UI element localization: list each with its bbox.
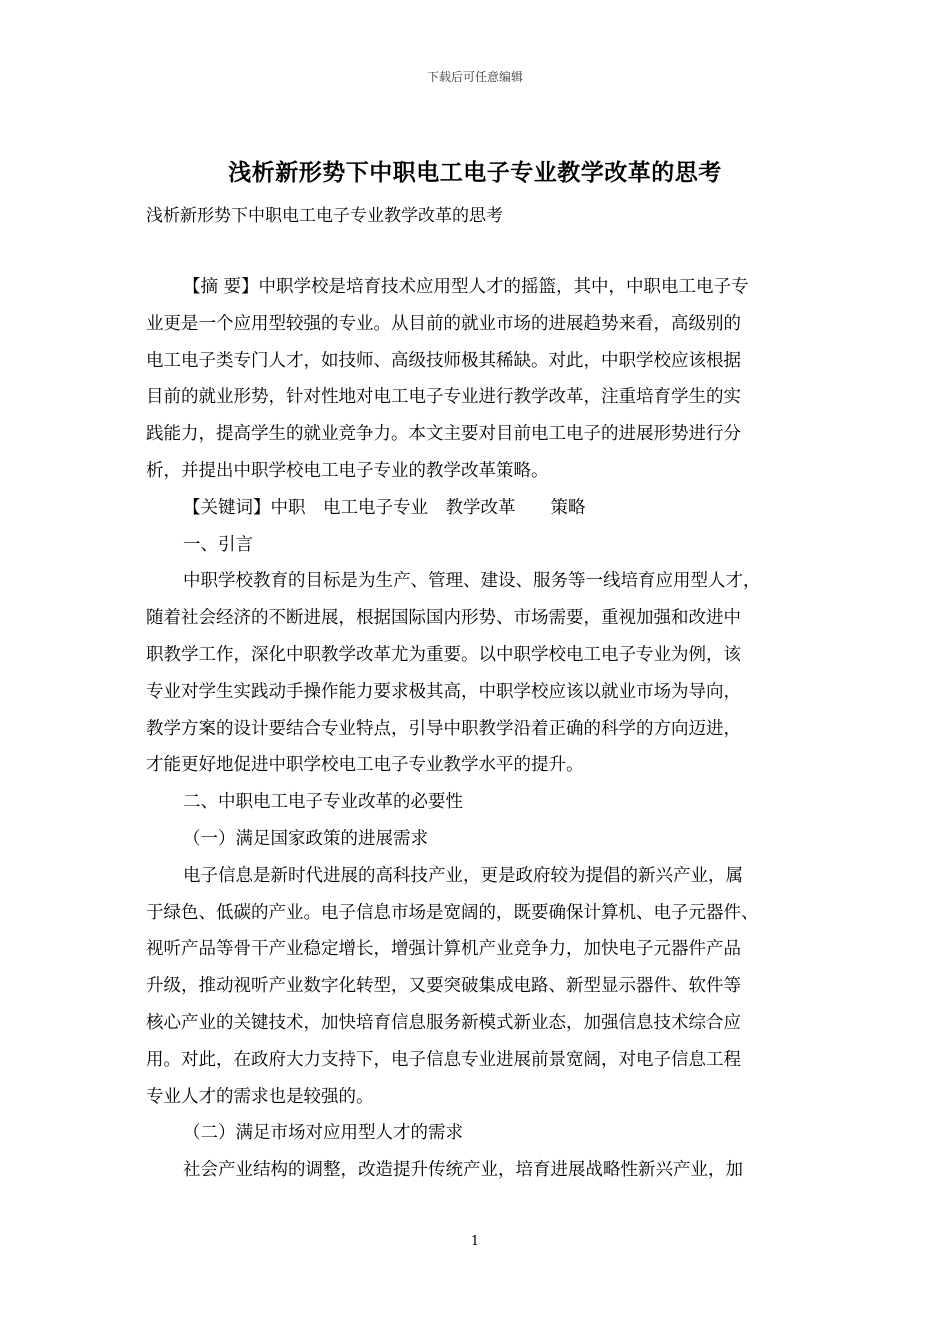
abstract-line: 电工电子类专门人才，如技师、高级技师极其稀缺。对此，中职学校应该根据 <box>146 350 741 371</box>
paragraph-line: 中职学校教育的目标是为生产、管理、建设、服务等一线培育应用型人才， <box>183 571 761 592</box>
subtitle: 浅析新形势下中职电工电子专业教学改革的思考 <box>146 206 503 226</box>
page-number: 1 <box>470 1234 480 1249</box>
paragraph-line: 核心产业的关键技术，加快培育信息服务新模式新业态，加强信息技术综合应 <box>146 1012 741 1033</box>
paragraph-line: 升级，推动视听产业数字化转型，又要突破集成电路、新型显示器件、软件等 <box>146 976 741 997</box>
abstract-line: 目前的就业形势，针对性地对电工电子专业进行教学改革，注重培育学生的实 <box>146 387 741 408</box>
paragraph-line: 视听产品等骨干产业稳定增长，增强计算机产业竞争力，加快电子元器件产品 <box>146 939 741 960</box>
body-text <box>146 269 806 1189</box>
subsection-heading: （二）满足市场对应用型人才的需求 <box>183 1123 463 1144</box>
abstract-line: 践能力，提高学生的就业竞争力。本文主要对目前电工电子的进展形势进行分 <box>146 424 741 445</box>
paragraph-line: 专业人才的需求也是较强的。 <box>146 1086 374 1107</box>
paragraph-line: 于绿色、低碳的产业。电子信息市场是宽阔的，既要确保计算机、电子元器件、 <box>146 902 759 923</box>
paragraph-line: 专业对学生实践动手操作能力要求极其高，中职学校应该以就业市场为导向， <box>146 681 741 702</box>
paragraph-line: 随着社会经济的不断进展，根据国际国内形势、市场需要，重视加强和改进中 <box>146 608 741 629</box>
page-title: 浅析新形势下中职电工电子专业教学改革的思考 <box>228 159 722 186</box>
paragraph-line: 职教学工作，深化中职教学改革尤为重要。以中职学校电工电子专业为例，该 <box>146 644 741 665</box>
abstract-line: 析，并提出中职学校电工电子专业的教学改革策略。 <box>146 460 549 481</box>
paragraph-line: 社会产业结构的调整，改造提升传统产业，培育进展战略性新兴产业，加 <box>183 1160 743 1181</box>
keywords-line: 【关键词】中职 电工电子专业 教学改革 策略 <box>183 497 586 518</box>
paragraph-line: 教学方案的设计要结合专业特点，引导中职教学沿着正确的科学的方向迈进， <box>146 718 741 739</box>
paragraph-line: 电子信息是新时代进展的高科技产业，更是政府较为提倡的新兴产业，属 <box>183 865 743 886</box>
section-heading: 一、引言 <box>183 534 253 555</box>
subsection-heading: （一）满足国家政策的进展需求 <box>183 828 428 849</box>
paragraph-line: 才能更好地促进中职学校电工电子专业教学水平的提升。 <box>146 755 584 776</box>
header-note: 下载后可任意编辑 <box>426 70 523 84</box>
paragraph-line: 用。对此，在政府大力支持下，电子信息专业进展前景宽阔，对电子信息工程 <box>146 1049 741 1070</box>
abstract-line: 业更是一个应用型较强的专业。从目前的就业市场的进展趋势来看，高级别的 <box>146 313 741 334</box>
abstract-line: 【摘 要】中职学校是培育技术应用型人才的摇篮，其中，中职电工电子专 <box>183 277 749 297</box>
section-heading: 二、中职电工电子专业改革的必要性 <box>183 792 463 813</box>
